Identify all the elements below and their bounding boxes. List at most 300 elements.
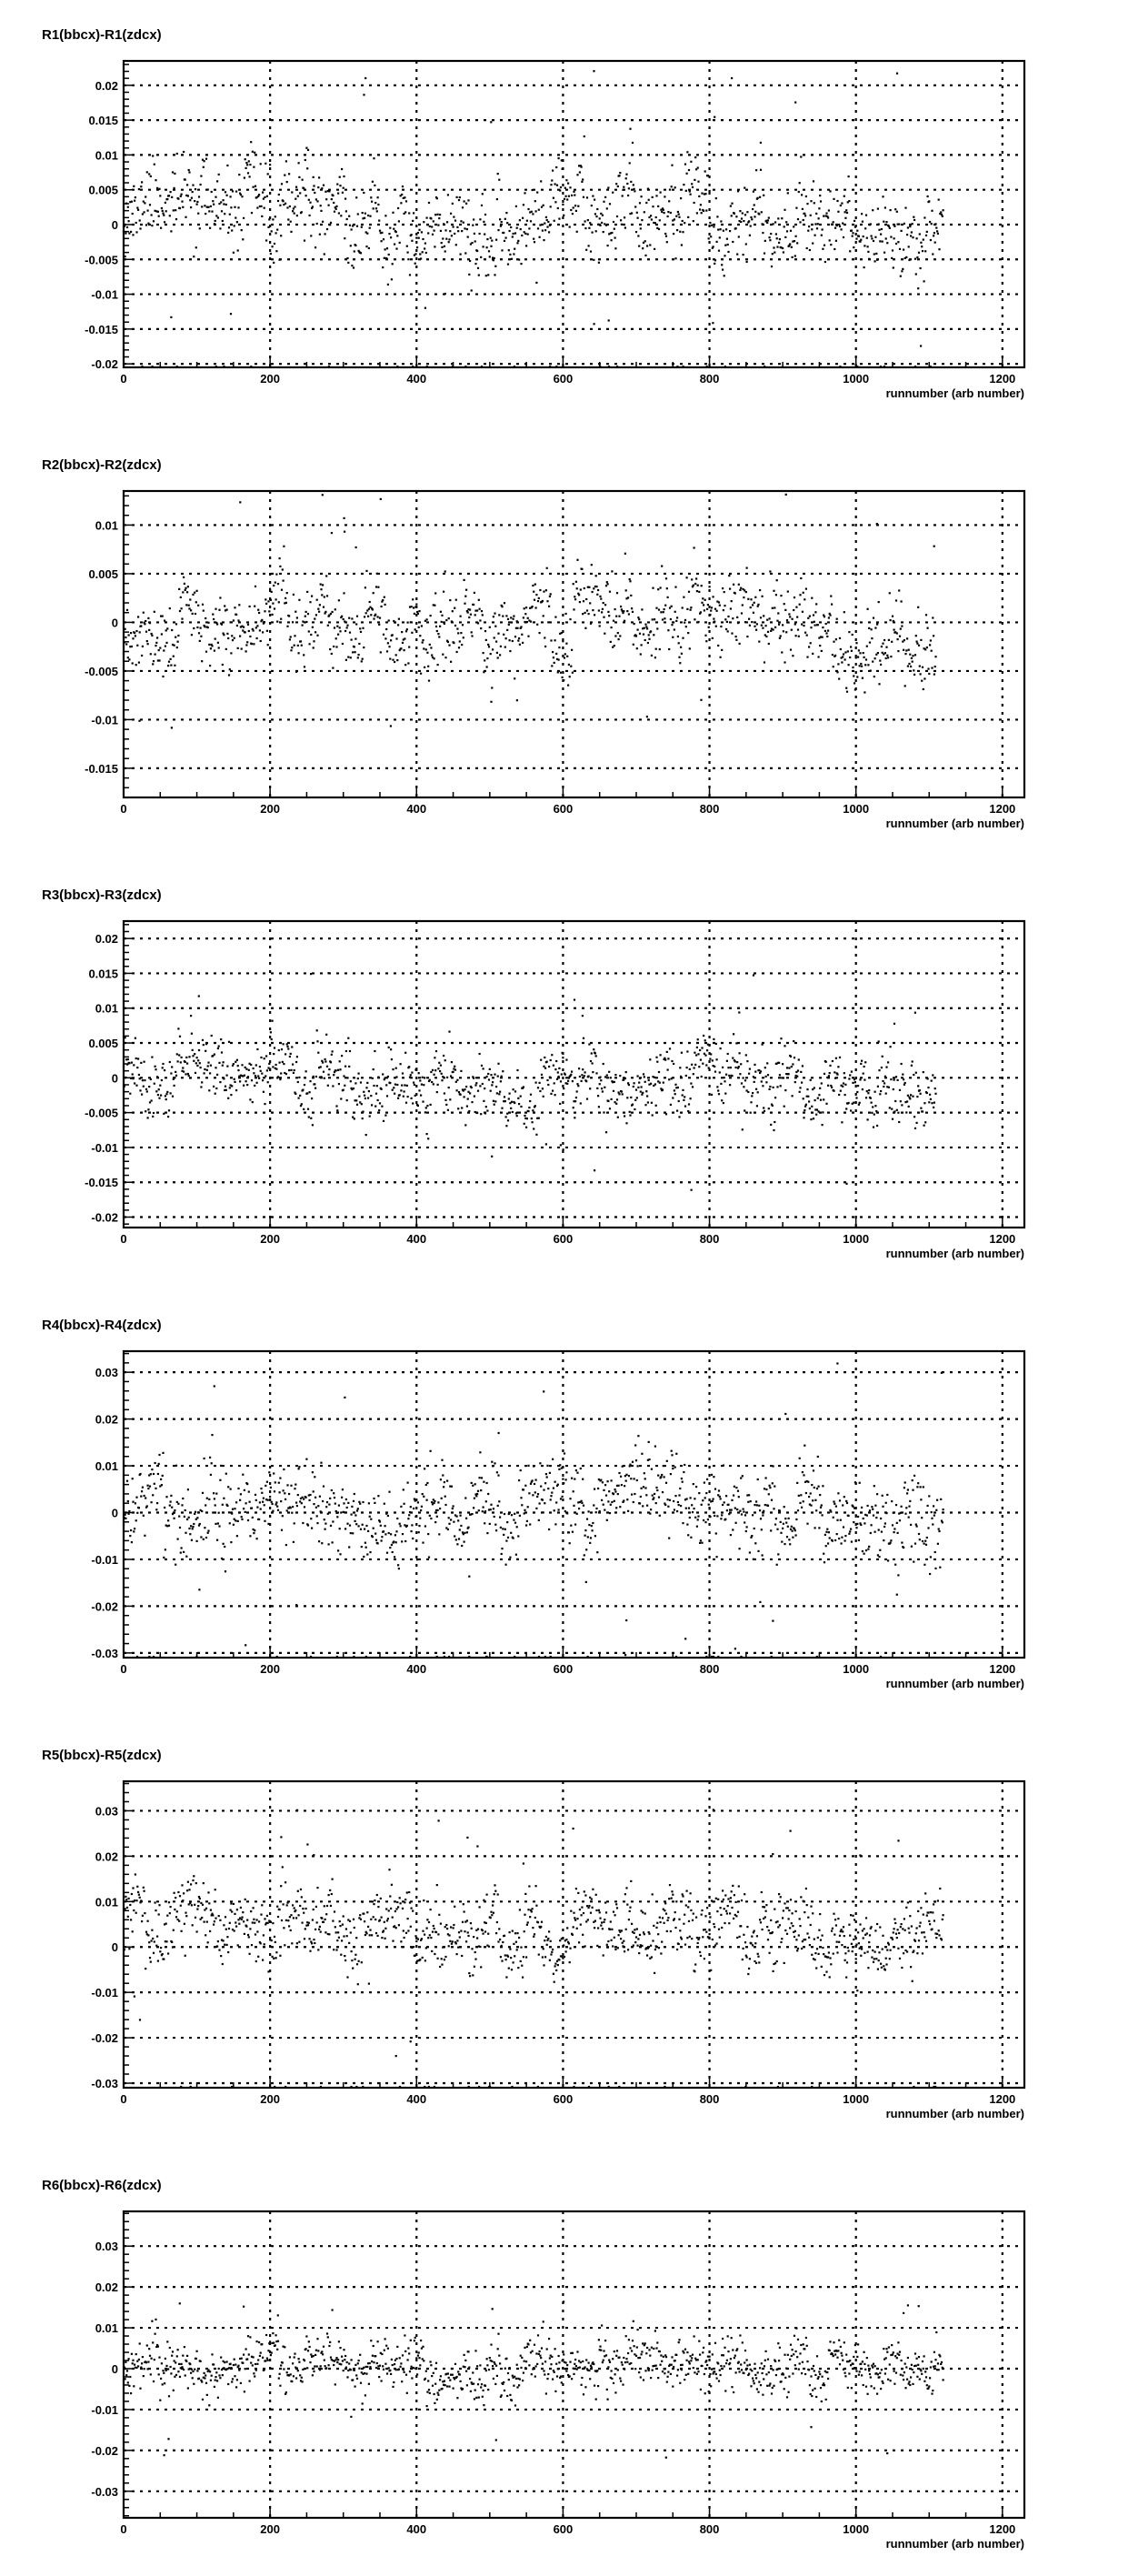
data-point [871, 637, 873, 639]
data-point [611, 1501, 613, 1503]
data-point [624, 553, 626, 555]
data-point [622, 1093, 624, 1095]
data-point [256, 1048, 258, 1050]
data-point [494, 1462, 495, 1464]
data-point [817, 1456, 819, 1458]
data-point [256, 1082, 258, 1084]
data-point [411, 1072, 413, 1074]
data-point [290, 649, 292, 651]
data-point [460, 1094, 462, 1096]
y-tick-label-0p02: 0.02 [95, 78, 118, 93]
data-point [926, 647, 928, 648]
data-point [450, 661, 452, 663]
data-point [306, 591, 308, 593]
data-point [607, 583, 609, 585]
data-point [674, 1509, 675, 1510]
data-point [607, 1480, 609, 1482]
data-point [929, 1094, 931, 1096]
data-point [836, 1533, 838, 1535]
data-point [934, 223, 936, 225]
data-point [235, 1501, 237, 1503]
data-point [820, 1099, 822, 1101]
data-point [136, 1067, 138, 1068]
data-point [687, 1110, 689, 1112]
data-point [238, 604, 240, 606]
data-point [810, 1505, 812, 1507]
data-point [536, 624, 538, 626]
data-point [883, 221, 884, 223]
data-point [502, 1528, 504, 1529]
data-point [744, 1109, 745, 1111]
data-point [236, 221, 238, 223]
data-point [430, 1450, 432, 1452]
data-point [174, 1077, 175, 1078]
data-point [561, 1073, 563, 1075]
data-point [863, 657, 865, 658]
data-point [276, 1506, 278, 1508]
data-point [684, 164, 686, 165]
data-point [439, 214, 441, 216]
data-point [835, 1057, 837, 1059]
data-point [825, 632, 827, 634]
data-point [346, 626, 348, 628]
data-point [855, 249, 857, 251]
data-point [572, 1080, 574, 1082]
data-point [690, 1497, 692, 1498]
data-point [327, 1513, 329, 1515]
data-point [866, 1090, 868, 1092]
data-point [244, 177, 245, 179]
data-point [789, 616, 791, 617]
data-point [664, 1059, 666, 1061]
data-point [582, 178, 584, 180]
data-point [493, 1100, 494, 1102]
data-point [422, 251, 424, 253]
data-point [520, 1096, 522, 1098]
data-point [151, 635, 153, 636]
data-point [784, 1506, 785, 1508]
data-point [255, 586, 256, 587]
data-point [128, 220, 130, 222]
data-point [858, 236, 860, 237]
data-point [796, 1076, 798, 1078]
data-point [390, 1533, 392, 1535]
data-point [554, 1481, 556, 1483]
data-point [535, 210, 537, 212]
data-point [536, 1496, 538, 1498]
data-point [874, 627, 876, 629]
data-point [386, 247, 388, 249]
data-point [684, 1464, 685, 1466]
data-point [887, 1061, 889, 1063]
data-point [255, 1494, 256, 1496]
data-point [505, 1125, 507, 1127]
data-point [750, 606, 752, 608]
data-point [344, 1085, 345, 1087]
data-point [285, 1073, 287, 1075]
data-point [754, 626, 755, 627]
data-point [538, 209, 540, 211]
data-point [490, 1504, 492, 1506]
data-point [375, 586, 377, 587]
data-point [151, 214, 153, 216]
data-point [130, 231, 132, 233]
data-point [674, 218, 675, 220]
data-point [876, 1493, 878, 1495]
data-point [430, 615, 432, 616]
data-point [207, 622, 209, 624]
data-point [844, 211, 846, 213]
data-point [409, 1077, 411, 1078]
data-point [158, 1463, 160, 1465]
data-point [351, 265, 353, 266]
data-point [233, 619, 235, 621]
data-point [230, 1094, 232, 1096]
data-point [232, 1509, 234, 1510]
data-point [326, 1501, 328, 1503]
data-point [775, 1518, 777, 1519]
data-point [727, 616, 729, 617]
data-point [533, 591, 534, 593]
data-point [892, 1118, 893, 1120]
data-point [729, 588, 731, 590]
data-point [335, 1512, 337, 1514]
data-point [160, 1095, 162, 1097]
data-point [744, 1079, 746, 1081]
data-point [852, 232, 854, 234]
data-point [526, 1520, 528, 1522]
data-point [801, 1082, 803, 1084]
data-point [264, 1103, 265, 1105]
data-point [272, 614, 274, 616]
data-point [424, 1111, 426, 1113]
data-point [674, 1093, 676, 1095]
data-point [464, 1088, 465, 1090]
data-point [255, 1064, 257, 1066]
data-point [855, 1514, 857, 1516]
data-point [670, 1104, 672, 1106]
data-point [534, 584, 536, 586]
data-point [873, 1515, 874, 1517]
data-point [226, 195, 228, 196]
data-point [659, 1515, 661, 1517]
data-point [819, 195, 821, 196]
data-point [163, 215, 165, 216]
data-point [356, 1509, 358, 1511]
data-point [614, 608, 616, 610]
data-point [191, 634, 193, 636]
data-point [218, 174, 220, 175]
data-point [461, 1545, 463, 1547]
data-point [477, 622, 479, 624]
data-point [919, 1089, 921, 1091]
data-point [346, 1099, 348, 1101]
data-point [590, 251, 592, 253]
data-point [614, 1074, 616, 1076]
data-point [488, 646, 490, 647]
data-point [825, 1531, 827, 1533]
data-point [868, 1089, 870, 1091]
data-point [834, 1503, 835, 1505]
data-point [906, 1492, 908, 1494]
data-point [905, 649, 907, 651]
data-point [803, 625, 804, 626]
data-point [648, 199, 650, 201]
data-point [691, 1189, 693, 1191]
data-point [494, 613, 495, 615]
data-point [790, 649, 792, 651]
data-point [395, 637, 397, 639]
data-point [345, 1050, 347, 1052]
data-point [234, 1078, 235, 1080]
data-point [335, 1069, 337, 1071]
data-point [285, 160, 287, 162]
data-point [500, 646, 502, 647]
data-point [505, 1564, 507, 1566]
data-point [714, 263, 715, 265]
data-point [379, 1520, 381, 1522]
data-point [649, 1513, 651, 1515]
data-point [867, 608, 869, 610]
data-point [240, 194, 242, 195]
data-point [247, 624, 249, 626]
data-point [885, 657, 887, 659]
data-point [856, 1091, 858, 1093]
data-point [909, 1500, 911, 1502]
data-point [174, 1509, 175, 1511]
data-point [129, 1535, 131, 1537]
data-point [192, 1055, 194, 1057]
data-point [887, 1559, 889, 1561]
data-point [882, 1056, 883, 1057]
data-point [310, 1118, 312, 1119]
data-point [545, 589, 547, 591]
data-point [833, 666, 834, 667]
y-tick-label-minus-0p02: -0.02 [91, 1599, 118, 1614]
data-point [517, 1098, 519, 1099]
data-point [640, 227, 642, 229]
data-point [688, 169, 690, 171]
data-point [757, 1091, 759, 1093]
data-point [910, 666, 912, 667]
data-point [144, 1495, 145, 1497]
data-point [135, 1085, 137, 1087]
data-point [583, 600, 584, 602]
data-point [702, 1499, 704, 1501]
y-tick-label-0p005: 0.005 [88, 566, 118, 581]
data-point [408, 1514, 410, 1516]
data-point [316, 1522, 318, 1524]
data-point [198, 1049, 200, 1051]
data-point [158, 1454, 160, 1456]
data-point [265, 163, 266, 165]
data-point [604, 196, 606, 198]
data-point [336, 1109, 338, 1111]
data-point [869, 1509, 871, 1511]
data-point [322, 494, 324, 496]
data-point [897, 650, 899, 652]
data-point [674, 1467, 676, 1468]
data-point [396, 1084, 398, 1086]
data-point [295, 1061, 297, 1063]
data-point [816, 1488, 818, 1489]
data-point [711, 1094, 713, 1096]
data-point [916, 1486, 918, 1488]
data-point [855, 1527, 857, 1529]
data-point [842, 223, 844, 225]
data-point [324, 611, 326, 613]
data-point [670, 618, 672, 620]
data-point [289, 1056, 291, 1057]
data-point [588, 1510, 590, 1512]
data-point [148, 173, 150, 175]
data-point [663, 209, 664, 211]
data-point [249, 175, 251, 177]
data-point [675, 620, 677, 622]
data-point [881, 228, 883, 230]
data-point [885, 1512, 887, 1514]
data-point [315, 1507, 317, 1509]
data-point [135, 1497, 137, 1498]
data-point [437, 1067, 439, 1069]
data-point [848, 631, 850, 633]
data-point [309, 643, 311, 645]
data-point [411, 1524, 413, 1526]
data-point [898, 224, 900, 226]
data-point [144, 202, 145, 204]
data-point [744, 214, 746, 216]
data-point [894, 1100, 896, 1102]
data-point [185, 1057, 187, 1058]
data-point [585, 249, 587, 251]
x-tick-label-400: 400 [406, 372, 427, 386]
data-point [441, 615, 443, 616]
data-point [156, 187, 158, 189]
data-point [498, 1093, 500, 1095]
data-point [253, 1067, 255, 1069]
data-point [384, 637, 386, 639]
data-point [539, 1082, 541, 1084]
data-point [205, 213, 206, 215]
data-point [765, 625, 767, 626]
data-point [381, 232, 383, 234]
data-point [822, 248, 824, 250]
data-point [825, 623, 827, 625]
data-point [363, 192, 364, 194]
data-point [901, 1063, 903, 1065]
data-point [780, 1085, 782, 1087]
data-point [800, 577, 802, 579]
data-point [701, 602, 703, 604]
data-point [708, 237, 710, 239]
data-point [648, 1079, 650, 1081]
data-point [780, 635, 782, 636]
data-point [369, 1516, 371, 1518]
data-point [462, 206, 464, 208]
data-point [535, 606, 537, 608]
data-point [844, 1094, 846, 1096]
data-point [318, 611, 320, 613]
data-point [630, 1097, 632, 1098]
data-point [903, 1547, 904, 1549]
data-point [128, 634, 130, 636]
x-tick-label-1000: 1000 [843, 1232, 870, 1246]
data-point [907, 1488, 909, 1490]
data-point [397, 624, 399, 626]
data-point [150, 1473, 152, 1475]
data-point [867, 664, 869, 666]
data-point [778, 624, 780, 626]
data-point [769, 239, 771, 241]
data-point [914, 654, 916, 656]
data-point [686, 1498, 688, 1499]
data-point [774, 1097, 776, 1098]
data-point [862, 1088, 863, 1090]
data-point [137, 209, 139, 211]
data-point [732, 617, 734, 619]
data-point [312, 1124, 314, 1126]
data-point [546, 219, 548, 221]
data-point [225, 1086, 226, 1088]
data-point [427, 232, 429, 234]
data-point [520, 228, 522, 230]
data-point [328, 1543, 330, 1545]
data-point [211, 1434, 213, 1436]
data-point [357, 657, 359, 658]
data-point [242, 1474, 244, 1476]
data-point [772, 253, 774, 255]
data-point [541, 1074, 543, 1076]
data-point [431, 1081, 433, 1083]
data-point [223, 1061, 225, 1063]
data-point [867, 1092, 869, 1094]
data-point [657, 588, 659, 590]
data-point [431, 1501, 433, 1503]
data-point [570, 209, 572, 211]
data-point [384, 1115, 386, 1117]
data-point [490, 237, 492, 239]
data-point [904, 685, 906, 687]
data-point [833, 1517, 834, 1519]
data-point [783, 1077, 784, 1078]
data-point [253, 186, 255, 188]
data-point [648, 1458, 650, 1460]
data-point [427, 666, 429, 667]
data-point [674, 611, 676, 613]
data-point [435, 1050, 437, 1052]
data-point [333, 646, 334, 647]
data-point [803, 592, 804, 594]
data-point [634, 1082, 635, 1084]
data-point [414, 1084, 415, 1086]
chart-r1 [42, 27, 1024, 400]
data-point [821, 650, 823, 652]
data-point [883, 1526, 885, 1528]
data-point [298, 1468, 300, 1469]
data-point [710, 1053, 712, 1055]
data-point [135, 1519, 137, 1521]
data-point [456, 1516, 458, 1518]
data-point [135, 664, 137, 666]
data-point [694, 179, 695, 181]
data-point [520, 1497, 522, 1498]
data-point [913, 1116, 915, 1118]
data-point [134, 1082, 135, 1084]
data-point [393, 1540, 394, 1542]
data-point [161, 1079, 163, 1081]
data-point [174, 645, 175, 647]
data-point [613, 1493, 614, 1495]
